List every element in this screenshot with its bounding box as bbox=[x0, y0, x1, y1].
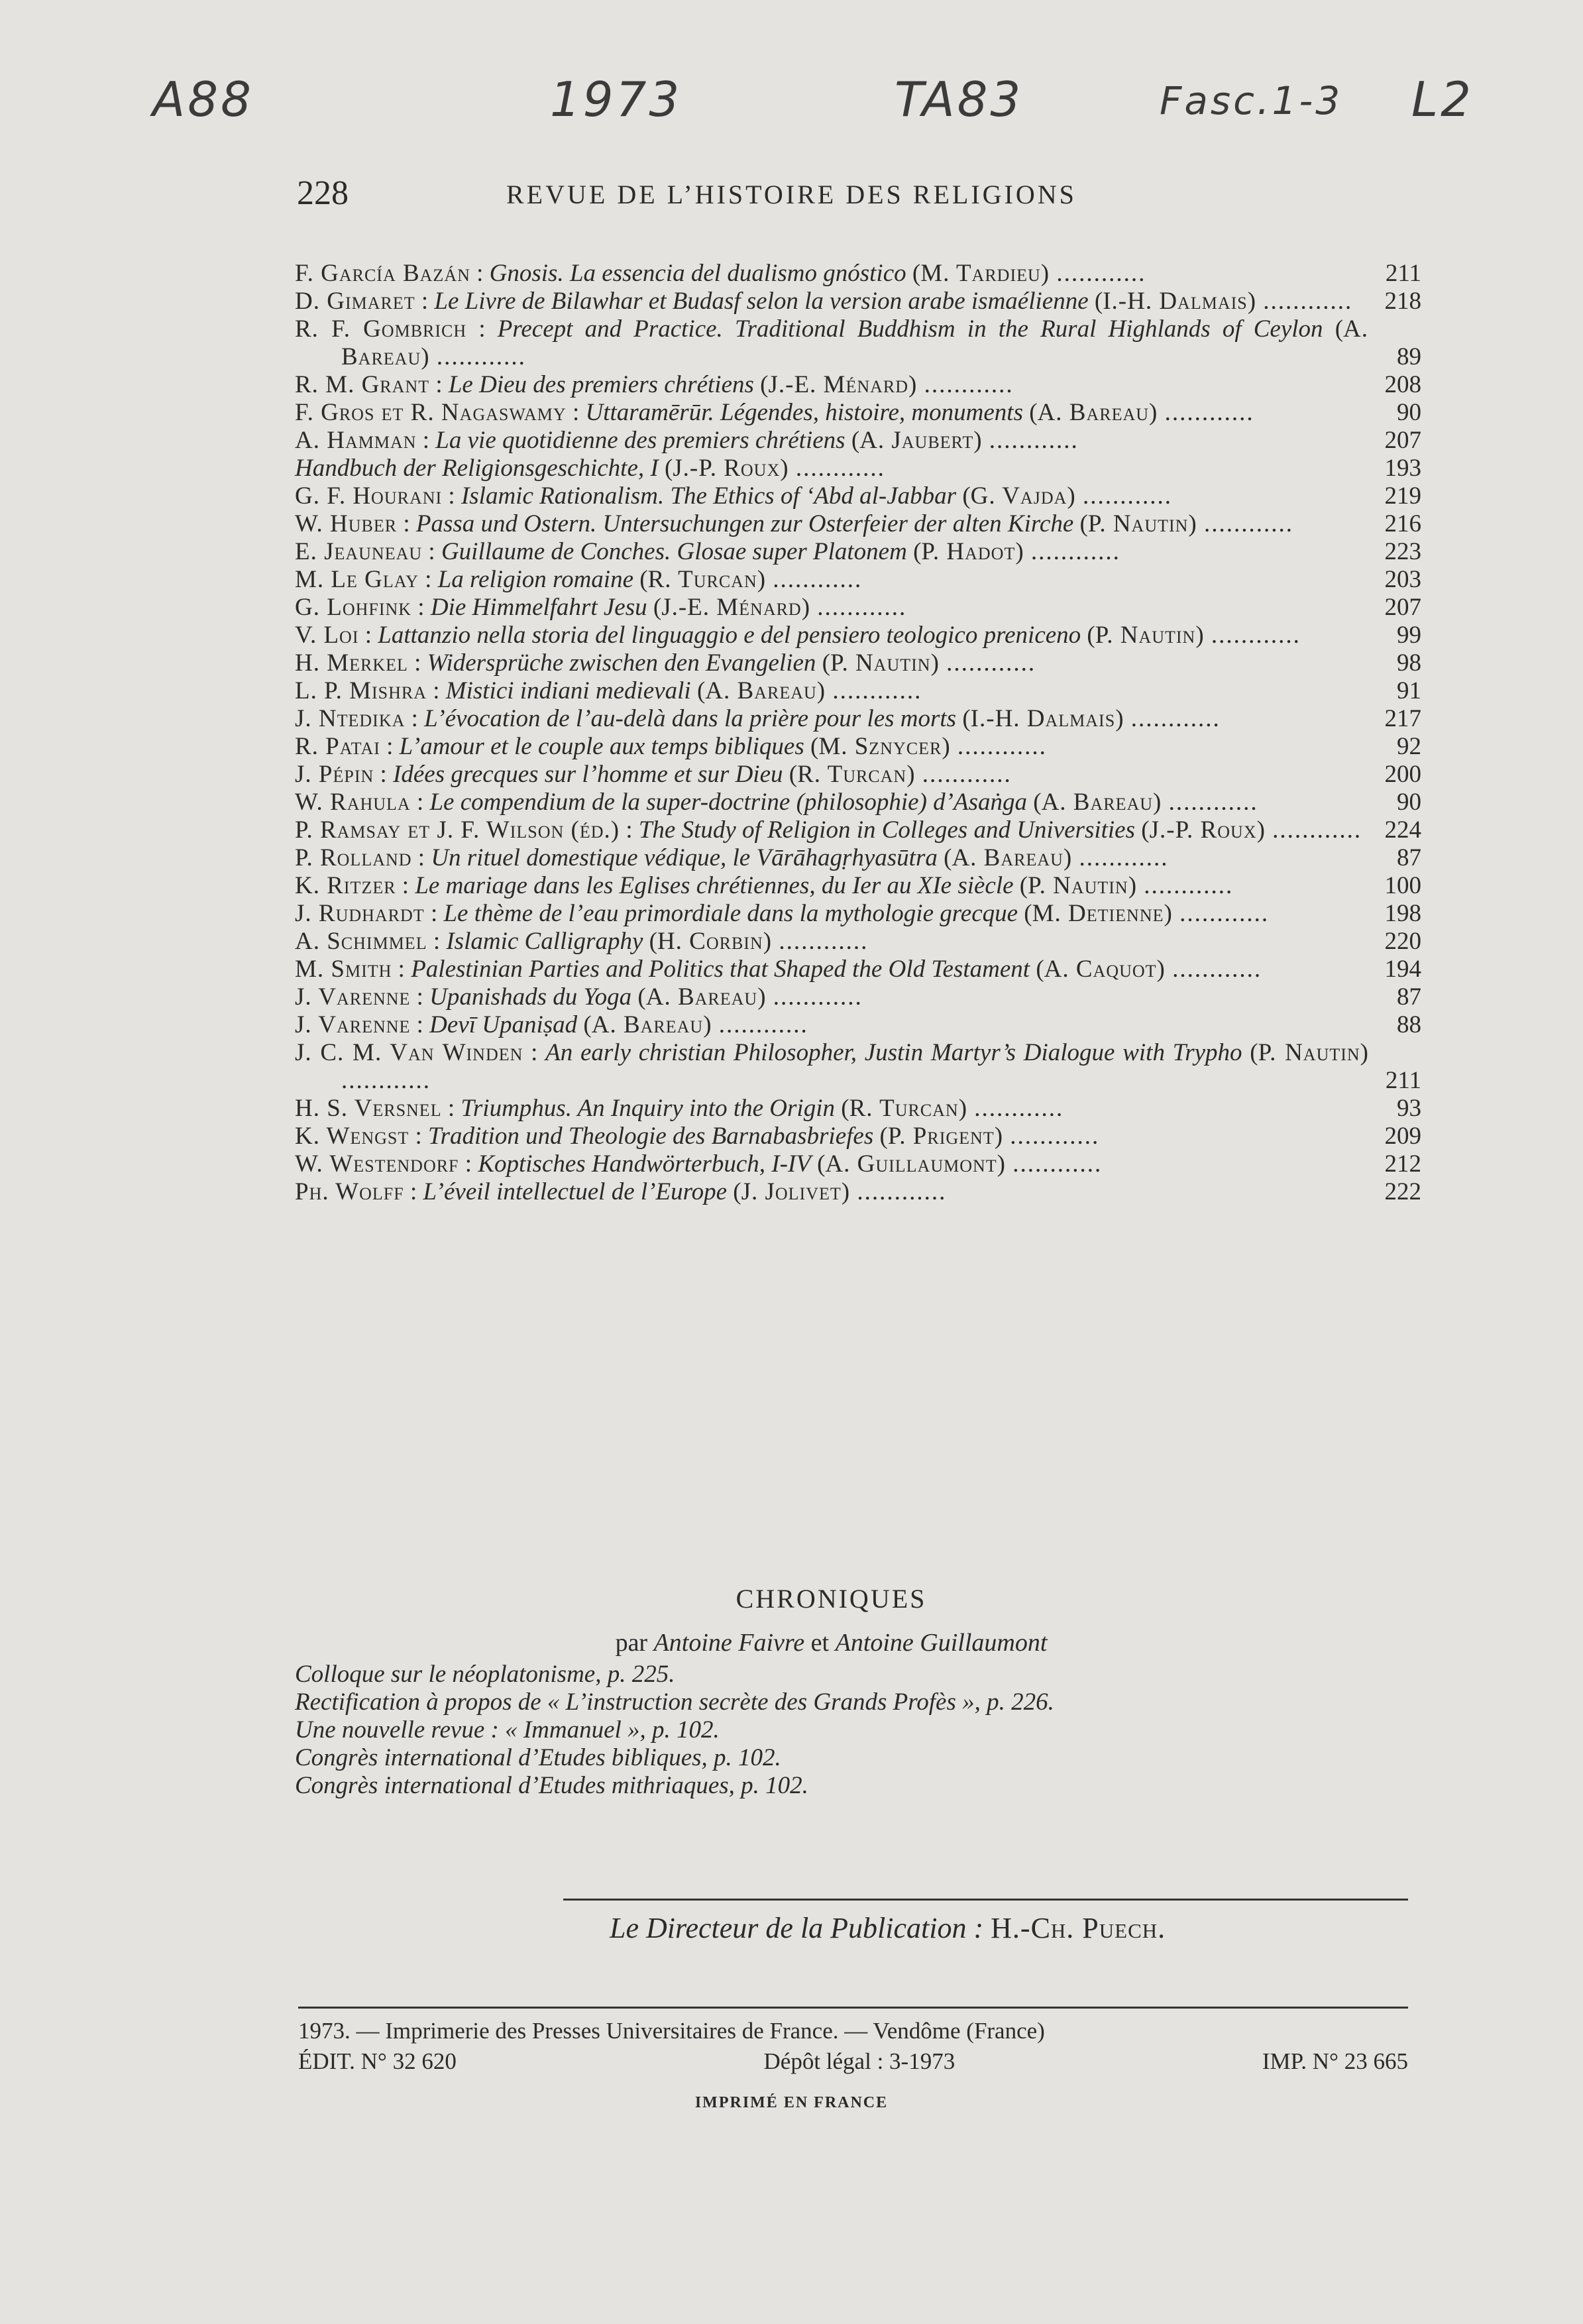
entry-reviewer: A. Bareau bbox=[1037, 399, 1150, 426]
entry-author: P. Rolland bbox=[295, 844, 412, 871]
entry-title: La religion romaine bbox=[437, 566, 634, 593]
entry-title: Le Livre de Bilawhar et Budasf selon la version arabe ismaélienne bbox=[434, 288, 1089, 315]
imprint-line-2 bbox=[298, 2048, 1408, 2075]
edit-number: ÉDIT. N° 32 620 bbox=[298, 2048, 457, 2074]
dot-leader: ............ bbox=[1005, 1150, 1103, 1178]
dot-leader: ............ bbox=[1123, 705, 1221, 732]
entry-author: D. Gimaret bbox=[295, 288, 415, 315]
entry-title: Tradition und Theologie des Barnabasbriefes bbox=[428, 1123, 874, 1150]
entry-title: Koptisches Handwörterbuch, I-IV bbox=[478, 1150, 811, 1178]
entry-text: A. Hamman : La vie quotidienne des premiers chrétiens (A. Jaubert) ............ bbox=[295, 427, 1079, 454]
index-entry bbox=[295, 371, 1421, 399]
dot-leader: ............ bbox=[765, 983, 863, 1011]
entry-author: K. Ritzer bbox=[295, 872, 396, 899]
entry-page: 194 bbox=[1384, 956, 1421, 983]
entry-page: 224 bbox=[1384, 816, 1421, 844]
imprint-line-1 bbox=[298, 2018, 1408, 2044]
entry-reviewer: J.-P. Roux bbox=[673, 455, 781, 482]
entry-title: Lattanzio nella storia del linguaggio e del pensiero teologico preniceno bbox=[378, 622, 1081, 649]
entry-page: 193 bbox=[1384, 455, 1421, 482]
entry-author: Ph. Wolff bbox=[295, 1178, 404, 1205]
entry-title: Le Dieu des premiers chrétiens bbox=[448, 371, 754, 398]
entry-title: Idées grecques sur l’homme et sur Dieu bbox=[393, 761, 783, 788]
legal-deposit: Dépôt légal : 3-1973 bbox=[763, 2048, 955, 2074]
entry-page: 209 bbox=[1384, 1123, 1421, 1150]
chronicle-item: Congrès international d’Etudes mithriaques, p. 102. bbox=[295, 1772, 808, 1799]
entry-page: 93 bbox=[1397, 1095, 1421, 1122]
entry-title: Palestinian Parties and Politics that Shaped the Old Testament bbox=[411, 956, 1030, 983]
entry-page: 99 bbox=[1397, 622, 1421, 649]
entry-title: Precept and Practice. Traditional Buddhism in the Rural Highlands of Ceylon bbox=[497, 315, 1323, 343]
entry-page: 220 bbox=[1384, 928, 1421, 955]
chronicle-author-1: Antoine Faivre bbox=[653, 1629, 805, 1657]
entry-text: K. Wengst : Tradition und Theologie des Barnabasbriefes (P. Prigent) ............ bbox=[295, 1123, 1100, 1150]
entry-title: An early christian Philosopher, Justin Martyr’s Dialogue with Trypho bbox=[545, 1039, 1242, 1066]
entry-reviewer: A. Guillaumont bbox=[825, 1150, 997, 1178]
entry-page: 218 bbox=[1384, 288, 1421, 315]
entry-text: W. Westendorf : Koptisches Handwörterbuch, I-IV (A. Guillaumont) ............ bbox=[295, 1150, 1103, 1178]
divider-rule-lower bbox=[298, 2007, 1408, 2009]
entry-text: R. Patai : L’amour et le couple aux temps bibliques (M. Sznycer) ............ bbox=[295, 733, 1047, 760]
entry-text: J. Varenne : Devī Upaniṣad (A. Bareau) ............ bbox=[295, 1011, 808, 1038]
entry-title: Guillaume de Conches. Glosae super Platonem bbox=[441, 538, 907, 565]
entry-title: Islamic Calligraphy bbox=[446, 928, 643, 955]
index-entry bbox=[295, 510, 1421, 538]
entry-text: R. F. Gombrich : Precept and Practice. Traditional Buddhism in the Rural Highlands of Ceylon (A. Bareau) ............ bbox=[295, 315, 1368, 370]
by-prefix: par bbox=[615, 1629, 648, 1657]
dot-leader: ............ bbox=[1049, 260, 1146, 287]
dot-leader: ............ bbox=[916, 371, 1014, 398]
entry-author: W. Westendorf bbox=[295, 1150, 459, 1178]
chronicle-item: Colloque sur le néoplatonisme, p. 225. bbox=[295, 1661, 675, 1688]
entry-text: V. Loi : Lattanzio nella storia del linguaggio e del pensiero teologico preniceno (P. Nautin) ............ bbox=[295, 622, 1301, 649]
entry-text: F. García Bazán : Gnosis. La essencia del dualismo gnóstico (M. Tardieu) ............ bbox=[295, 260, 1146, 287]
entry-author: M. Le Glay bbox=[295, 566, 419, 593]
entry-title: Le mariage dans les Eglises chrétiennes, du Ier au XIe siècle bbox=[415, 872, 1014, 899]
entry-reviewer: A. Jaubert bbox=[859, 427, 974, 454]
entry-author: J. Pépin bbox=[295, 761, 374, 788]
index-entry bbox=[295, 1039, 1421, 1095]
handwritten-note-5: L2 bbox=[1411, 72, 1474, 127]
entry-author: E. Jeauneau bbox=[295, 538, 423, 565]
entry-text: P. Ramsay et J. F. Wilson (éd.) : The Study of Religion in Colleges and Universities (J.-P. Roux) ............ bbox=[295, 816, 1362, 844]
entry-title: Uttaramērūr. Légendes, histoire, monuments bbox=[585, 399, 1023, 426]
chronicle-item: Une nouvelle revue : « Immanuel », p. 102. bbox=[295, 1716, 720, 1743]
entry-page: 219 bbox=[1384, 482, 1421, 510]
entry-text: Handbuch der Religionsgeschichte, I (J.-P. Roux) ............ bbox=[295, 455, 885, 482]
entry-reviewer: A. Caquot bbox=[1044, 956, 1157, 983]
index-entry bbox=[295, 538, 1421, 566]
entry-text: E. Jeauneau : Guillaume de Conches. Glosae super Platonem (P. Hadot) ............ bbox=[295, 538, 1120, 565]
dot-leader: ............ bbox=[771, 928, 869, 955]
dot-leader: ............ bbox=[1203, 622, 1301, 649]
dot-leader: ............ bbox=[1196, 510, 1293, 537]
index-entry bbox=[295, 260, 1421, 288]
entry-author: R. Patai bbox=[295, 733, 380, 760]
entry-author: F. García Bazán bbox=[295, 260, 470, 287]
entry-text: R. M. Grant : Le Dieu des premiers chrétiens (J.-E. Ménard) ............ bbox=[295, 371, 1014, 398]
entry-text: H. S. Versnel : Triumphus. An Inquiry into the Origin (R. Turcan) ............ bbox=[295, 1095, 1064, 1122]
entry-page: 90 bbox=[1397, 789, 1421, 816]
index-entry bbox=[295, 844, 1421, 872]
entry-reviewer: A. Bareau bbox=[952, 844, 1064, 871]
entry-author: J. Varenne bbox=[295, 983, 411, 1011]
entry-page: 216 bbox=[1384, 510, 1421, 537]
entry-author: H. S. Versnel bbox=[295, 1095, 442, 1122]
entry-text: G. Lohfink : Die Himmelfahrt Jesu (J.-E. Ménard) ............ bbox=[295, 594, 907, 621]
entry-page: 207 bbox=[1384, 594, 1421, 621]
entry-text: J. Varenne : Upanishads du Yoga (A. Bareau) ............ bbox=[295, 983, 863, 1011]
entry-page: 100 bbox=[1384, 872, 1421, 899]
index-entry bbox=[295, 928, 1421, 956]
entry-author: A. Schimmel bbox=[295, 928, 427, 955]
entry-author: W. Rahula bbox=[295, 789, 411, 816]
entry-reviewer: J.-P. Roux bbox=[1149, 816, 1257, 844]
index-entry bbox=[295, 900, 1421, 928]
dot-leader: ............ bbox=[825, 677, 922, 704]
dot-leader: ............ bbox=[950, 733, 1047, 760]
index-entry bbox=[295, 1011, 1421, 1039]
dot-leader: ............ bbox=[711, 1011, 808, 1038]
index-entry bbox=[295, 816, 1421, 844]
entry-author: J. Varenne bbox=[295, 1011, 411, 1038]
entry-page: 212 bbox=[1384, 1150, 1421, 1178]
journal-title: REVUE DE L’HISTOIRE DES RELIGIONS bbox=[506, 180, 1077, 209]
handwritten-note-1: A88 bbox=[152, 72, 254, 127]
entry-reviewer: M. Detienne bbox=[1032, 900, 1164, 927]
dot-leader: ............ bbox=[810, 594, 907, 621]
entry-text: K. Ritzer : Le mariage dans les Eglises chrétiennes, du Ier au XIe siècle (P. Nautin) ............ bbox=[295, 872, 1234, 899]
dot-leader: ............ bbox=[1172, 900, 1270, 927]
dot-leader: ............ bbox=[1003, 1123, 1100, 1150]
entry-page: 198 bbox=[1384, 900, 1421, 927]
entry-reviewer: R. Turcan bbox=[849, 1095, 959, 1122]
dot-leader: ............ bbox=[1071, 844, 1169, 871]
handwritten-note-4: Fasc.1-3 bbox=[1160, 78, 1343, 123]
index-entry bbox=[295, 956, 1421, 983]
entry-text: L. P. Mishra : Mistici indiani medievali (A. Bareau) ............ bbox=[295, 677, 922, 704]
entry-page: 89 bbox=[1397, 343, 1421, 370]
dot-leader: ............ bbox=[1161, 789, 1258, 816]
entry-reviewer: J. Jolivet bbox=[741, 1178, 842, 1205]
entry-text: D. Gimaret : Le Livre de Bilawhar et Budasf selon la version arabe ismaélienne (I.-H. Dalmais) ............ bbox=[295, 288, 1353, 315]
entry-text: J. Rudhardt : Le thème de l’eau primordiale dans la mythologie grecque (M. Detienne) ............ bbox=[295, 900, 1270, 927]
index-entry bbox=[295, 399, 1421, 427]
entry-title: Devī Upaniṣad bbox=[429, 1011, 578, 1038]
handwritten-note-3: TA83 bbox=[895, 72, 1024, 127]
entry-text: Ph. Wolff : L’éveil intellectuel de l’Europe (J. Jolivet) ............ bbox=[295, 1178, 947, 1205]
entry-author: A. Hamman bbox=[295, 427, 417, 454]
entry-page: 90 bbox=[1397, 399, 1421, 426]
conjunction: et bbox=[810, 1629, 830, 1657]
dot-leader: ............ bbox=[914, 761, 1012, 788]
running-head bbox=[297, 174, 1423, 220]
entry-author: L. P. Mishra bbox=[295, 677, 427, 704]
dot-leader: ............ bbox=[765, 566, 863, 593]
entry-title: Gnosis. La essencia del dualismo gnóstico bbox=[489, 260, 906, 287]
entry-text: M. Le Glay : La religion romaine (R. Turcan) ............ bbox=[295, 566, 863, 593]
entry-reviewer: P. Prigent bbox=[887, 1123, 995, 1150]
dot-leader: ............ bbox=[967, 1095, 1064, 1122]
entry-text: W. Rahula : Le compendium de la super-doctrine (philosophie) d’Asaṅga (A. Bareau) ............ bbox=[295, 789, 1258, 816]
entry-reviewer: M. Sznycer bbox=[818, 733, 942, 760]
entry-page: 98 bbox=[1397, 649, 1421, 677]
entry-title: L’amour et le couple aux temps bibliques bbox=[399, 733, 804, 760]
entry-title: Le compendium de la super-doctrine (philosophie) d’Asaṅga bbox=[429, 789, 1027, 816]
index-entry bbox=[295, 288, 1421, 315]
entry-author: H. Merkel bbox=[295, 649, 408, 677]
entry-title: Triumphus. An Inquiry into the Origin bbox=[461, 1095, 835, 1122]
index-entry bbox=[295, 1150, 1421, 1178]
director-name: H.-Ch. Puech. bbox=[991, 1912, 1166, 1944]
divider-rule-upper bbox=[563, 1899, 1408, 1901]
chroniques-heading: CHRONIQUES bbox=[736, 1584, 927, 1614]
entry-title: Mistici indiani medievali bbox=[445, 677, 691, 704]
printed-in-france: IMPRIMÉ EN FRANCE bbox=[694, 2094, 889, 2111]
entry-title: L’éveil intellectuel de l’Europe bbox=[423, 1178, 728, 1205]
dot-leader: ............ bbox=[1075, 482, 1172, 510]
dot-leader: ............ bbox=[849, 1178, 947, 1205]
entry-page: 92 bbox=[1397, 733, 1421, 760]
entry-page: 211 bbox=[1385, 260, 1421, 287]
dot-leader: ............ bbox=[938, 649, 1036, 677]
entry-reviewer: A. Bareau bbox=[1041, 789, 1154, 816]
dot-leader: ............ bbox=[981, 427, 1079, 454]
index-entry bbox=[295, 594, 1421, 622]
entry-author: P. Ramsay et J. F. Wilson (éd.) bbox=[295, 816, 620, 844]
chroniques-list bbox=[295, 1661, 1421, 1800]
entry-reviewer: J.-E. Ménard bbox=[661, 594, 802, 621]
entry-author: R. M. Grant bbox=[295, 371, 430, 398]
entry-title: Handbuch der Religionsgeschichte, I bbox=[295, 455, 659, 482]
index-entry bbox=[295, 872, 1421, 900]
index-entry bbox=[295, 705, 1421, 733]
entry-author: W. Huber bbox=[295, 510, 398, 537]
entry-reviewer: A. Bareau bbox=[645, 983, 758, 1011]
entry-page: 223 bbox=[1384, 538, 1421, 565]
entry-reviewer: P. Hadot bbox=[921, 538, 1016, 565]
chronicle-item: Congrès international d’Etudes bibliques, p. 102. bbox=[295, 1744, 781, 1771]
entry-page: 200 bbox=[1384, 761, 1421, 788]
entry-text: J. Ntedika : L’évocation de l’au-delà dans la prière pour les morts (I.-H. Dalmais) ............ bbox=[295, 705, 1221, 732]
entry-page: 91 bbox=[1397, 677, 1421, 704]
entry-title: The Study of Religion in Colleges and Universities bbox=[638, 816, 1136, 844]
entry-title: Passa und Ostern. Untersuchungen zur Osterfeier der alten Kirche bbox=[415, 510, 1074, 537]
index-entry bbox=[295, 482, 1421, 510]
entry-text: J. C. M. Van Winden : An early christian Philosopher, Justin Martyr’s Dialogue with Trypho (P. Nautin) ............ bbox=[295, 1039, 1368, 1094]
dot-leader: ............ bbox=[1136, 872, 1234, 899]
entry-reviewer: M. Tardieu bbox=[920, 260, 1041, 287]
entry-text: W. Huber : Passa und Ostern. Untersuchungen zur Osterfeier der alten Kirche (P. Nautin) ............ bbox=[295, 510, 1293, 537]
entry-reviewer: I.-H. Dalmais bbox=[970, 705, 1116, 732]
entry-page: 208 bbox=[1384, 371, 1421, 398]
entry-reviewer: P. Nautin bbox=[830, 649, 931, 677]
dot-leader: ............ bbox=[1164, 956, 1262, 983]
review-index bbox=[295, 260, 1421, 1206]
index-entry bbox=[295, 1178, 1421, 1206]
entry-reviewer: A. Bareau bbox=[341, 315, 1368, 370]
entry-author: G. Lohfink bbox=[295, 594, 412, 621]
index-entry bbox=[295, 649, 1421, 677]
entry-author: R. F. Gombrich bbox=[295, 315, 467, 343]
entry-reviewer: P. Nautin bbox=[1087, 510, 1189, 537]
entry-text: J. Pépin : Idées grecques sur l’homme et sur Dieu (R. Turcan) ............ bbox=[295, 761, 1012, 788]
dot-leader: ............ bbox=[429, 343, 526, 370]
index-entry bbox=[295, 455, 1421, 482]
entry-title: Le thème de l’eau primordiale dans la mythologie grecque bbox=[443, 900, 1018, 927]
entry-title: L’évocation de l’au-delà dans la prière pour les morts bbox=[424, 705, 957, 732]
entry-page: 87 bbox=[1397, 844, 1421, 871]
dot-leader: ............ bbox=[341, 1067, 431, 1094]
entry-page: 88 bbox=[1397, 1011, 1421, 1038]
entry-author: G. F. Hourani bbox=[295, 482, 443, 510]
chronicle-author-2: Antoine Guillaumont bbox=[835, 1629, 1048, 1657]
index-entry bbox=[295, 789, 1421, 816]
printer-line: 1973. — Imprimerie des Presses Universitaires de France. — Vendôme (France) bbox=[298, 2018, 1045, 2044]
index-entry bbox=[295, 733, 1421, 761]
index-entry bbox=[295, 622, 1421, 649]
page-number: 228 bbox=[297, 174, 349, 212]
entry-title: Upanishads du Yoga bbox=[429, 983, 632, 1011]
handwritten-note-2: 1973 bbox=[550, 72, 682, 127]
entry-title: Un rituel domestique védique, le Vārāhagṛhyasūtra bbox=[431, 844, 938, 871]
imp-number: IMP. N° 23 665 bbox=[1262, 2048, 1408, 2074]
entry-page: 207 bbox=[1384, 427, 1421, 454]
entry-author: J. C. M. Van Winden bbox=[295, 1039, 523, 1066]
entry-reviewer: A. Bareau bbox=[591, 1011, 704, 1038]
entry-page: 87 bbox=[1397, 983, 1421, 1011]
imprint bbox=[298, 2018, 1408, 2075]
entry-title: Islamic Rationalism. The Ethics of ‘Abd al-Jabbar bbox=[461, 482, 957, 510]
entry-reviewer: P. Nautin bbox=[1028, 872, 1128, 899]
index-entry bbox=[295, 427, 1421, 455]
entry-author: J. Ntedika bbox=[295, 705, 406, 732]
index-entry bbox=[295, 983, 1421, 1011]
entry-page: 211 bbox=[1385, 1067, 1421, 1094]
entry-text: H. Merkel : Widersprüche zwischen den Evangelien (P. Nautin) ............ bbox=[295, 649, 1036, 677]
dot-leader: ............ bbox=[788, 455, 885, 482]
entry-text: M. Smith : Palestinian Parties and Politics that Shaped the Old Testament (A. Caquot) ............ bbox=[295, 956, 1262, 983]
dot-leader: ............ bbox=[1256, 288, 1353, 315]
entry-author: K. Wengst bbox=[295, 1123, 409, 1150]
entry-reviewer: R. Turcan bbox=[797, 761, 907, 788]
entry-title: Widersprüche zwischen den Evangelien bbox=[427, 649, 816, 677]
entry-reviewer: R. Turcan bbox=[647, 566, 757, 593]
entry-text: F. Gros et R. Nagaswamy : Uttaramērūr. Légendes, histoire, monuments (A. Bareau) ............ bbox=[295, 399, 1254, 426]
entry-author: F. Gros et R. Nagaswamy bbox=[295, 399, 567, 426]
entry-reviewer: H. Corbin bbox=[657, 928, 763, 955]
entry-text: A. Schimmel : Islamic Calligraphy (H. Corbin) ............ bbox=[295, 928, 869, 955]
dot-leader: ............ bbox=[1264, 816, 1362, 844]
director-line bbox=[610, 1911, 1166, 1945]
director-label: Le Directeur de la Publication : bbox=[610, 1912, 984, 1944]
dot-leader: ............ bbox=[1157, 399, 1254, 426]
dot-leader: ............ bbox=[1023, 538, 1120, 565]
entry-reviewer: P. Nautin bbox=[1095, 622, 1196, 649]
chroniques-authors bbox=[0, 1628, 1583, 1657]
index-entry bbox=[295, 761, 1421, 789]
entry-author: V. Loi bbox=[295, 622, 359, 649]
entry-page: 203 bbox=[1384, 566, 1421, 593]
entry-page: 222 bbox=[1384, 1178, 1421, 1205]
index-entry bbox=[295, 1095, 1421, 1123]
entry-reviewer: G. Vajda bbox=[970, 482, 1067, 510]
entry-reviewer: J.-E. Ménard bbox=[768, 371, 909, 398]
chronicle-item: Rectification à propos de « L’instruction secrète des Grands Profès », p. 226. bbox=[295, 1688, 1054, 1716]
entry-author: J. Rudhardt bbox=[295, 900, 425, 927]
entry-title: Die Himmelfahrt Jesu bbox=[430, 594, 647, 621]
entry-reviewer: A. Bareau bbox=[705, 677, 817, 704]
entry-reviewer: P. Nautin bbox=[1258, 1039, 1360, 1066]
entry-text: G. F. Hourani : Islamic Rationalism. The Ethics of ‘Abd al-Jabbar (G. Vajda) ............ bbox=[295, 482, 1172, 510]
index-entry bbox=[295, 566, 1421, 594]
entry-title: La vie quotidienne des premiers chrétiens bbox=[435, 427, 846, 454]
index-entry bbox=[295, 315, 1421, 371]
entry-author: M. Smith bbox=[295, 956, 392, 983]
index-entry bbox=[295, 1123, 1421, 1150]
entry-page: 217 bbox=[1384, 705, 1421, 732]
index-entry bbox=[295, 677, 1421, 705]
entry-reviewer: I.-H. Dalmais bbox=[1103, 288, 1248, 315]
entry-text: P. Rolland : Un rituel domestique védique, le Vārāhagṛhyasūtra (A. Bareau) ............ bbox=[295, 844, 1169, 871]
